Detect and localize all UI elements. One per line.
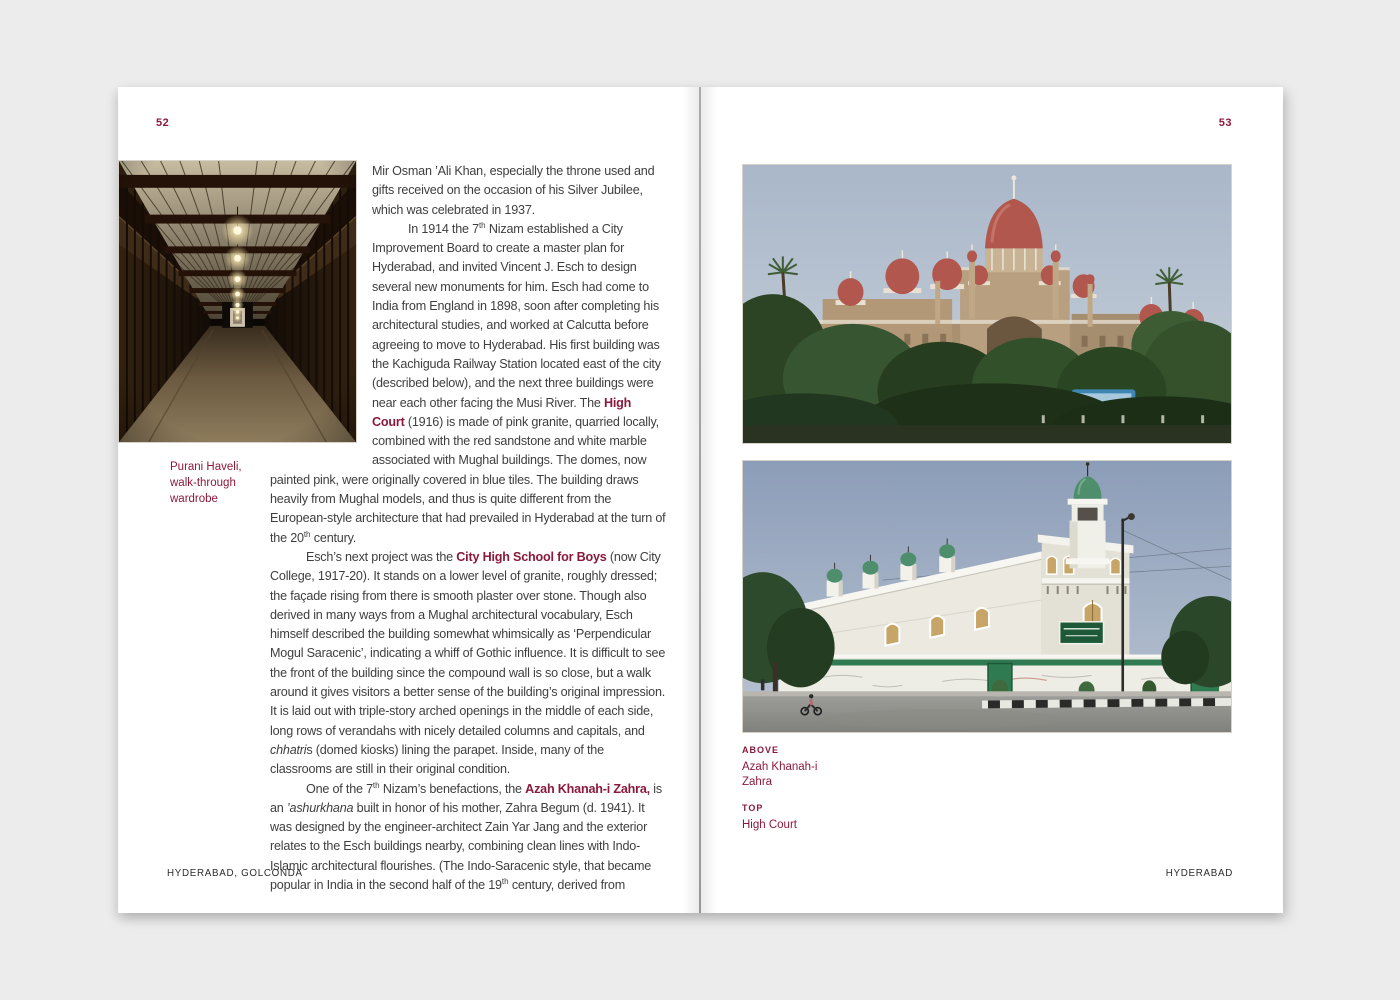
- page-number-right: 53: [1218, 117, 1232, 129]
- azah-khanah-illustration: [743, 461, 1231, 732]
- caption-line: walk-through: [170, 477, 236, 489]
- ordinal-superscript: th: [372, 780, 380, 790]
- text-run: century, derived from: [508, 877, 625, 892]
- text-run: Esch’s next project was the: [306, 549, 457, 564]
- high-court-illustration: [743, 165, 1231, 443]
- caption-title-azah: [742, 760, 817, 790]
- text-wrap-spacer: [270, 162, 372, 452]
- running-footer-left: HYDERABAD, GOLCONDA: [167, 868, 303, 879]
- page-52: [118, 87, 699, 913]
- page-53: [701, 87, 1283, 913]
- text-run: (now City College, 1917-20). It stands on a lower level of granite, roughly dressed; the façade rising from there is smooth plaster over stone. Though also derived in many ways from a Mughal architectural vocabulary, Esch himself described the building somewhat whimsically as ‘Perpendicular Mogul Saracenic’, indicating a whiff of Gothic influence. It is difficult to see the front of the building since the compound wall is so close, but a walk around it gives visitors a better sense of the building’s original impression. It is laid out with triple-story arched openings in the middle of each side, long rows of verandahs with nicely detailed columns and capitals, and: [270, 549, 666, 738]
- text-run: is an: [270, 781, 662, 815]
- text-run: Mir Osman ’Ali Khan, especially the throne used and gifts received on the occasion of his Silver Jubilee, which was celebrated in 1937.: [372, 164, 655, 217]
- high-court-photo: [742, 164, 1232, 444]
- italic-term: ’ashurkhana: [286, 800, 354, 815]
- paragraph: [270, 780, 667, 896]
- caption-line: Zahra: [742, 776, 773, 788]
- text-run: built in honor of his mother, Zahra Begum (d. 1941). It was designed by the engineer-architect Zain Yar Jang and the exterior relates to the Esch buildings nearby, combining clean lines with Indo-Islamic architectural flourishes. (The Indo-Saracenic style, that became popular in India in the second half of the 19: [270, 800, 652, 892]
- azah-khanah-photo: [742, 460, 1232, 733]
- caption-label-top: TOP: [742, 803, 764, 813]
- ordinal-superscript: th: [303, 529, 311, 539]
- text-run: century.: [310, 530, 357, 545]
- text-run: s (domed kiosks) lining the parapet. Inside, many of the classrooms are still in their original condition.: [270, 742, 604, 777]
- book-spread: [118, 87, 1283, 913]
- paragraph: [270, 548, 667, 780]
- ordinal-superscript: th: [501, 876, 509, 886]
- caption-line: wardrobe: [170, 493, 218, 505]
- ordinal-superscript: th: [478, 220, 486, 230]
- highlight-high-court: High Court: [372, 395, 632, 429]
- text-run: (1916) is made of pink granite, quarried locally, combined with the red sandstone and white marble associated with Mughal buildings. The domes, now painted pink, were originally covered in blue tiles. The building draws heavily from Mughal models, and thus is quite different from the European-style architecture that had prevailed in Hyderabad at the turn of the 20: [270, 414, 666, 545]
- caption-line: Azah Khanah-i: [742, 761, 818, 773]
- caption-line: Purani Haveli,: [170, 461, 242, 473]
- highlight-city-high-school: City High School for Boys: [456, 549, 607, 564]
- body-text-column: [270, 162, 667, 895]
- running-footer-right: HYDERABAD: [1165, 868, 1233, 879]
- text-run: One of the 7: [306, 781, 373, 796]
- page-number-left: 52: [156, 117, 170, 129]
- highlight-azah-khanah: Azah Khanah-i Zahra,: [525, 781, 650, 796]
- text-run: Nizam’s benefactions, the: [379, 781, 526, 796]
- caption-title-high-court: High Court: [742, 819, 797, 831]
- caption-label-above: ABOVE: [742, 745, 780, 755]
- italic-term: chhatri: [270, 742, 307, 757]
- text-run: In 1914 the 7: [408, 221, 479, 236]
- text-run: Nizam established a City Improvement Board to create a master plan for Hyderabad, and invited Vincent J. Esch to design several new monuments for him. Esch had come to India from England in 1898, soon after completing his architectural studies, and worked at Calcutta before agreeing to move to Hyderabad. His first building was the Kachiguda Railway Station located east of the city (described below), and the next three buildings were near each other facing the Musi River. The: [372, 221, 661, 410]
- purani-haveli-caption: [170, 459, 242, 507]
- right-page-captions: [742, 745, 817, 846]
